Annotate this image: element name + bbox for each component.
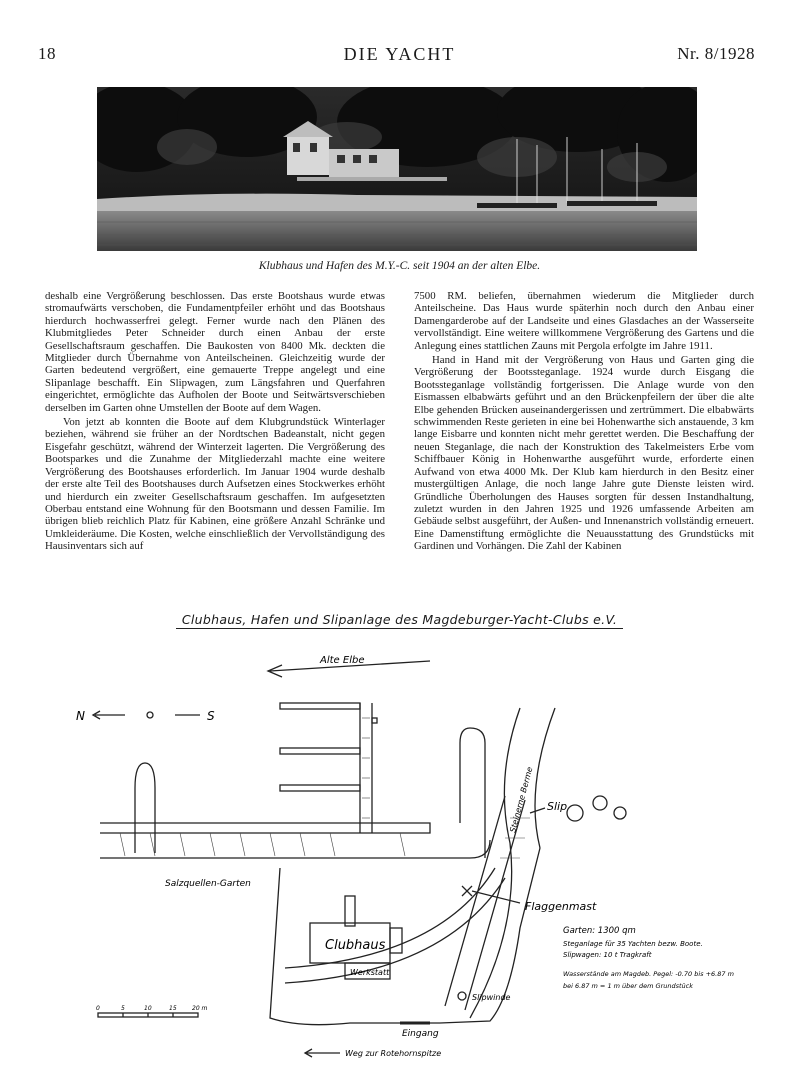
south-label: S (207, 709, 215, 723)
path-label: Weg zur Rotehornspitze (345, 1049, 442, 1058)
photo-caption: Klubhaus und Hafen des M.Y.-C. seit 1904 an der alten Elbe. (258, 260, 541, 272)
article-left-column (45, 290, 385, 553)
scale-tick-label: 10 (144, 1005, 152, 1012)
north-label: N (76, 709, 85, 723)
legend-line: Slipwagen: 10 t Tragkraft (563, 951, 652, 959)
legend-line: Wasserstände am Magdeb. Pegel: -0.70 bis +6.87 m (563, 970, 734, 978)
scale-tick-label: 0 (96, 1005, 100, 1012)
clubhouse-photo (97, 87, 697, 251)
scale-bar (96, 1005, 208, 1012)
paragraph: deshalb eine Vergrößerung beschlossen. Das erste Bootshaus wurde etwas stromaufwärts verschoben, die Fundamentpfeiler erhöht und das Bootshaus hierdurch hochwasserfrei gelegt. Ferner wurde nach den Plänen des Klubmitgliedes Peter Schneider durch einen Anbau der erste Gesellschaftsraum geschaffen. Die Baukosten von 8400 Mk. deckten die Mitglieder durch Übernahme von Anteilscheinen. Gleichzeitig wurde der Garten bedeutend vergrößert, eine gemauerte Treppe angelegt und eine Slipanlage beschafft. Ein Slipwagen, zum Längsfahren und Querfahren eingerichtet, ermöglichte das Aufholen der Boote und Seitwärtsverschieben derselben im Garten ohne Umstellen der Boote auf dem Wagen. (45, 290, 385, 414)
article-right-column (414, 290, 754, 553)
paragraph: Von jetzt ab konnten die Boote auf dem Klubgrundstück Winterlager beziehen, während sie früher an der Nordtschen Badeanstalt, nicht gegen Eisgefahr geschützt, während der Winterzeit lagerten. Die Vergrößerung des Bootsparkes und die Zunahme der Mitgliederzahl machte eine weitere Vergrößerung des Bootshauses erforderlich. Im Januar 1904 wurde deshalb der erste alte Teil des Bootshauses durch Aufsetzen eines Stockwerkes erhöht und hierdurch ein zweiter Gesellschaftsraum geschaffen. Im aufgesetzten Oberbau entstand eine Wohnung für den Bootsmann und dessen Familie. Im übrigen blieb reichlich Platz für Kabinen, eine größere Anzahl Schränke und Umkleideräume. Die Kosten, welche einschließlich der Vervollständigung des Hausinventars sich auf (45, 416, 385, 553)
clubhouse-label: Clubhaus (325, 938, 386, 953)
legend-line: bei 6.87 m = 1 m über dem Grundstück (563, 982, 694, 990)
entrance-label: Eingang (402, 1029, 439, 1039)
winch-label: Slipwinde (472, 993, 511, 1002)
scale-tick-label: 5 (121, 1005, 125, 1012)
plan-legend (563, 926, 734, 990)
plan-title: Clubhaus, Hafen und Slipanlage des Magdeburger-Yacht-Clubs e.V. (0, 612, 799, 627)
harbour-site-plan (0, 628, 799, 1087)
slip-label: Slip (547, 800, 568, 813)
legend-line: Steganlage für 35 Yachten bezw. Boote. (563, 940, 703, 948)
page-number: 18 (38, 44, 56, 63)
flagpole-label: Flaggenmast (525, 900, 597, 913)
legend-line: Garten: 1300 qm (563, 926, 636, 936)
journal-title: DIE YACHT (343, 44, 456, 64)
stone-berm-label: Steinerne Berme (508, 765, 535, 834)
workshop-label: Werkstatt (350, 968, 390, 977)
issue-number: Nr. 8/1928 (677, 44, 755, 63)
river-label: Alte Elbe (320, 655, 365, 666)
paragraph: 7500 RM. beliefen, übernahmen wiederum die Mitglieder durch Anteilscheine. Das Haus wurde späterhin noch durch den Anbau einer Damengarderobe auf der Landseite und eines Glasdaches an der Wasserseite vervollständigt. Eine weitere willkommene Vergrößerung des Gartens und die Anlegung eines stattlichen Zauns mit Pergola erfolgte im Jahre 1911. (414, 290, 754, 352)
scale-tick-label: 15 (169, 1005, 177, 1012)
paragraph: Hand in Hand mit der Vergrößerung von Haus und Garten ging die Vergrößerung der Bootssteganlage. 1924 wurde durch Eisgang die Bootssteganlage vollständig fortgerissen. Die Anlage wurde von den Eismassen elbabwärts geführt und an den Brückenpfeilern der über die alte Elbe gehenden Brücken auseinandergerissen und zertrümmert. Die elbabwärts schwimmenden Reste gerieten in eine bei Hohenwarthe sich anstauende, 3 km lange Eisbarre und konnten nicht mehr gerettet werden. Die Beschaffung der neuen Steganlage, die nach der Konstruktion des Takelmeisters Erbe vom Schiffbauer König in Hohenwarthe ausgeführt wurde, erforderte einen Aufwand von etwa 4000 Mk. Der Klub kam hierdurch in den Besitz einer mustergültigen Anlage, die noch lange Jahre gute Dienste leisten wird. Gründliche Überholungen des Hauses sorgten für dessen Instandhaltung, zuletzt wurden in den Jahren 1925 und 1926 umfassende Arbeiten am Gebäude selbst ausgeführt, der Außen- und Innenanstrich vollständig erneuert. Eine Damenstiftung ermöglichte die Neuausstattung des Grundstücks mit Gardinen und Vorhängen. Die Zahl der Kabinen (414, 354, 754, 553)
garden-label: Salzquellen-Garten (165, 879, 251, 889)
scale-tick-label: 20 m (192, 1005, 208, 1012)
